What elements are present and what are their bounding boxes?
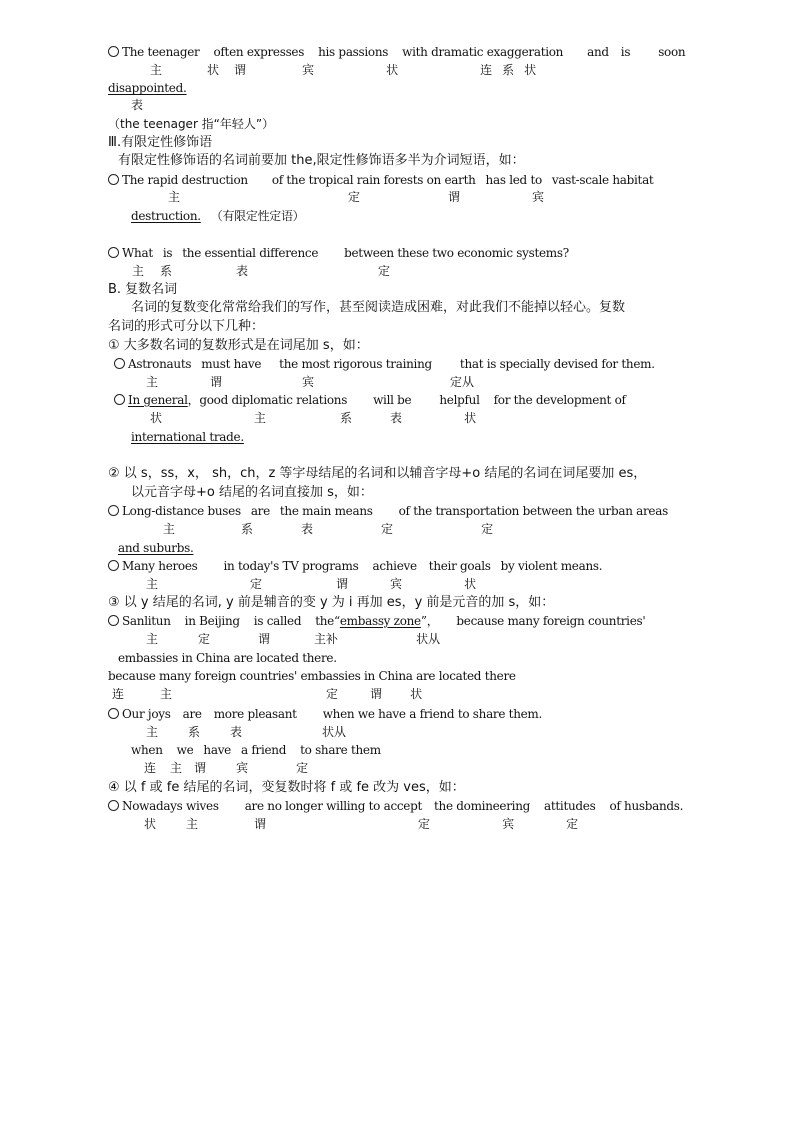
- text-segment: 主: [132, 264, 145, 278]
- text-segment: a friend: [241, 743, 287, 757]
- text-segment: 定: [481, 522, 494, 536]
- text-segment: （有限定性定语）: [210, 209, 305, 223]
- text-line-l1: [108, 45, 685, 59]
- text-segment: Ⅲ.有限定性修饰语: [108, 135, 213, 150]
- text-segment: 状: [410, 687, 423, 701]
- text-segment: is: [620, 45, 631, 59]
- text-line-l12: [108, 559, 602, 573]
- text-segment: when we have a friend to share them.: [322, 707, 543, 721]
- text-segment: 表: [390, 411, 403, 425]
- text-segment: 连: [480, 63, 493, 77]
- text-segment: embassy zone: [339, 614, 421, 628]
- text-line-l2: [108, 81, 187, 95]
- text-segment: 定: [381, 522, 394, 536]
- text-segment: 系: [502, 63, 515, 77]
- text-line-l12g: [146, 577, 476, 591]
- text-segment: 表: [230, 725, 243, 739]
- text-segment: 主: [150, 63, 163, 77]
- text-segment: Astronauts: [128, 357, 192, 371]
- text-segment: their goals: [428, 559, 491, 573]
- text-line-l7: [114, 357, 655, 371]
- text-segment: the essential difference: [182, 246, 319, 260]
- text-line-r2: [108, 466, 646, 481]
- text-segment: 连: [112, 687, 125, 701]
- text-line-l3: [108, 117, 274, 131]
- text-line-hB: [108, 282, 177, 297]
- text-segment: 定: [250, 577, 263, 591]
- text-segment: often expresses: [213, 45, 305, 59]
- text-line-l7g: [146, 375, 474, 389]
- text-segment: 主: [146, 577, 159, 591]
- text-line-l4: [108, 173, 653, 187]
- text-segment: must have: [201, 357, 262, 371]
- text-segment: has led to: [485, 173, 542, 187]
- text-segment: “: [334, 614, 340, 628]
- text-segment: 定: [566, 817, 579, 831]
- text-segment: with dramatic exaggeration: [402, 45, 564, 59]
- text-segment: 定: [418, 817, 431, 831]
- text-line-l4g: [168, 190, 544, 204]
- text-line-l18g: [144, 817, 578, 831]
- text-segment: are: [250, 504, 270, 518]
- text-segment: The teenager: [122, 45, 200, 59]
- circle-bullet-icon: [108, 247, 119, 258]
- text-line-r1: [108, 338, 369, 353]
- text-segment: Long-distance buses: [122, 504, 241, 518]
- text-segment: 表: [131, 98, 144, 112]
- text-segment: 主: [186, 817, 199, 831]
- text-segment: 宾: [236, 761, 249, 775]
- text-segment: 状: [144, 817, 157, 831]
- text-segment: disappointed.: [108, 81, 187, 95]
- text-segment: ，: [187, 393, 200, 407]
- text-segment: 谓: [194, 761, 207, 775]
- text-line-pB1: [131, 300, 625, 315]
- text-line-l10: [108, 504, 668, 518]
- text-segment: his passions: [318, 45, 389, 59]
- circle-bullet-icon: [108, 708, 119, 719]
- text-segment: have: [203, 743, 231, 757]
- text-segment: more pleasant: [213, 707, 297, 721]
- text-segment: 宾: [502, 817, 515, 831]
- text-segment: in Beijing: [184, 614, 240, 628]
- text-segment: will be: [373, 393, 412, 407]
- text-segment: 谓: [448, 190, 461, 204]
- text-segment: 主: [146, 375, 159, 389]
- text-segment: 主: [254, 411, 267, 425]
- text-segment: In general: [128, 393, 188, 407]
- text-segment: 定: [348, 190, 361, 204]
- text-segment: between these two economic systems?: [344, 246, 569, 260]
- text-line-l1g: [150, 63, 536, 77]
- text-segment: of husbands.: [609, 799, 684, 813]
- text-segment: the domineering: [434, 799, 531, 813]
- text-segment: is: [162, 246, 173, 260]
- text-segment: 谓: [210, 375, 223, 389]
- text-segment: we: [176, 743, 194, 757]
- text-segment: （the teenager 指“年轻人”）: [108, 117, 275, 131]
- text-segment: to share them: [300, 743, 381, 757]
- text-segment: 宾: [390, 577, 403, 591]
- text-segment: 谓: [234, 63, 247, 77]
- text-line-l6: [108, 246, 569, 260]
- text-line-l18: [108, 799, 683, 813]
- text-segment: of the tropical rain forests on earth: [271, 173, 476, 187]
- text-segment: the main means: [279, 504, 373, 518]
- text-segment: 定: [296, 761, 309, 775]
- text-segment: achieve: [372, 559, 417, 573]
- text-segment: 谓: [336, 577, 349, 591]
- text-line-pB2: [108, 319, 264, 334]
- text-segment: international trade.: [131, 430, 244, 444]
- text-segment: embassies in China are located there.: [118, 651, 337, 665]
- circle-bullet-icon: [108, 174, 119, 185]
- text-segment: 状: [524, 63, 537, 77]
- text-line-l14: [118, 651, 337, 665]
- text-line-l13g: [146, 632, 440, 646]
- text-line-l2g: [131, 98, 143, 112]
- text-segment: 状: [207, 63, 220, 77]
- text-line-r3: [108, 595, 554, 610]
- text-segment: 定从: [450, 375, 475, 389]
- text-segment: destruction.: [131, 209, 201, 223]
- text-line-r2b: [131, 485, 373, 500]
- circle-bullet-icon: [108, 615, 119, 626]
- text-segment: 主补: [314, 632, 339, 646]
- text-line-l17: [131, 743, 381, 757]
- text-segment: 状: [386, 63, 399, 77]
- text-segment: ④ 以 f 或 fe 结尾的名词，变复数时将 f 或 fe 改为 ves，如：: [108, 780, 465, 795]
- text-segment: the most rigorous training: [279, 357, 432, 371]
- text-segment: B. 复数名词: [108, 282, 178, 297]
- text-segment: soon: [658, 45, 686, 59]
- text-segment: 主: [170, 761, 183, 775]
- text-line-l10g: [163, 522, 493, 536]
- text-segment: of the transportation between the urban areas: [398, 504, 668, 518]
- text-line-r4: [108, 780, 465, 795]
- text-line-l11: [118, 541, 193, 555]
- text-segment: helpful: [439, 393, 480, 407]
- text-line-l5: [131, 209, 304, 223]
- text-segment: The rapid destruction: [122, 173, 248, 187]
- text-segment: are no longer willing to accept: [244, 799, 422, 813]
- text-segment: 系: [160, 264, 173, 278]
- text-segment: 状从: [322, 725, 347, 739]
- text-line-h3: [108, 135, 212, 150]
- text-segment: vast-scale habitat: [551, 173, 654, 187]
- text-segment: 状从: [416, 632, 441, 646]
- text-segment: 状: [150, 411, 163, 425]
- text-segment: 主: [168, 190, 181, 204]
- text-segment: when: [131, 743, 163, 757]
- text-segment: ② 以 s，ss，x， sh，ch，z 等字母结尾的名词和以辅音字母+o 结尾的名词在词尾要加 es，: [108, 466, 647, 481]
- text-segment: 名词的复数变化常常给我们的写作，甚至阅读造成困难，对此我们不能掉以轻心。复数: [131, 300, 626, 315]
- circle-bullet-icon: [114, 358, 125, 369]
- text-segment: 谓: [370, 687, 383, 701]
- text-segment: because many foreign countries': [456, 614, 646, 628]
- text-segment: 主: [160, 687, 173, 701]
- text-segment: 状: [464, 411, 477, 425]
- text-line-l15g: [112, 687, 422, 701]
- text-segment: ”，: [420, 614, 439, 628]
- text-segment: the: [315, 614, 334, 628]
- text-segment: 系: [340, 411, 353, 425]
- text-segment: 宾: [302, 63, 315, 77]
- text-segment: attitudes: [544, 799, 596, 813]
- circle-bullet-icon: [108, 560, 119, 571]
- text-segment: Our joys: [122, 707, 171, 721]
- text-segment: ① 大多数名词的复数形式是在词尾加 s，如：: [108, 338, 369, 353]
- text-segment: good diplomatic relations: [199, 393, 348, 407]
- text-segment: 宾: [302, 375, 315, 389]
- text-segment: Sanlitun: [122, 614, 171, 628]
- circle-bullet-icon: [108, 800, 119, 811]
- text-segment: 主: [163, 522, 176, 536]
- text-segment: 表: [301, 522, 314, 536]
- text-segment: and suburbs.: [118, 541, 194, 555]
- text-segment: 谓: [258, 632, 271, 646]
- text-segment: 以元音字母+o 结尾的名词直接加 s，如：: [131, 485, 373, 500]
- text-segment: in today's TV programs: [223, 559, 359, 573]
- text-segment: 定: [378, 264, 391, 278]
- text-segment: 状: [464, 577, 477, 591]
- text-line-l16g: [146, 725, 346, 739]
- text-line-p3: [118, 153, 525, 168]
- text-line-l8: [114, 393, 626, 407]
- text-segment: 宾: [532, 190, 545, 204]
- text-segment: 有限定性修饰语的名词前要加 the,限定性修饰语多半为介词短语，如：: [118, 153, 525, 168]
- text-line-l15: [108, 669, 516, 683]
- text-segment: for the development of: [493, 393, 626, 407]
- text-segment: 主: [146, 725, 159, 739]
- text-segment: 系: [241, 522, 254, 536]
- text-line-l17g: [144, 761, 308, 775]
- text-segment: 表: [236, 264, 249, 278]
- text-segment: are: [182, 707, 202, 721]
- text-segment: 定: [326, 687, 339, 701]
- circle-bullet-icon: [114, 394, 125, 405]
- text-segment: 主: [146, 632, 159, 646]
- text-line-l8g: [150, 411, 476, 425]
- circle-bullet-icon: [108, 505, 119, 516]
- circle-bullet-icon: [108, 46, 119, 57]
- text-segment: 系: [188, 725, 201, 739]
- text-segment: 名词的形式可分以下几种：: [108, 319, 265, 334]
- text-line-l6g: [132, 264, 390, 278]
- text-line-l9: [131, 430, 244, 444]
- text-segment: ③ 以 y 结尾的名词, y 前是辅音的变 y 为 i 再加 es，y 前是元音的加 s，如：: [108, 595, 555, 610]
- text-segment: by violent means.: [500, 559, 603, 573]
- text-segment: 定: [198, 632, 211, 646]
- text-segment: is called: [253, 614, 302, 628]
- text-line-l13: [108, 614, 645, 628]
- text-segment: that is specially devised for them.: [459, 357, 655, 371]
- text-segment: because many foreign countries' embassies in China are located there: [108, 669, 516, 683]
- text-segment: 谓: [254, 817, 267, 831]
- text-segment: Nowadays wives: [122, 799, 219, 813]
- text-segment: Many heroes: [122, 559, 198, 573]
- text-segment: 连: [144, 761, 157, 775]
- text-segment: What: [122, 246, 153, 260]
- text-segment: and: [587, 45, 609, 59]
- text-line-l16: [108, 707, 542, 721]
